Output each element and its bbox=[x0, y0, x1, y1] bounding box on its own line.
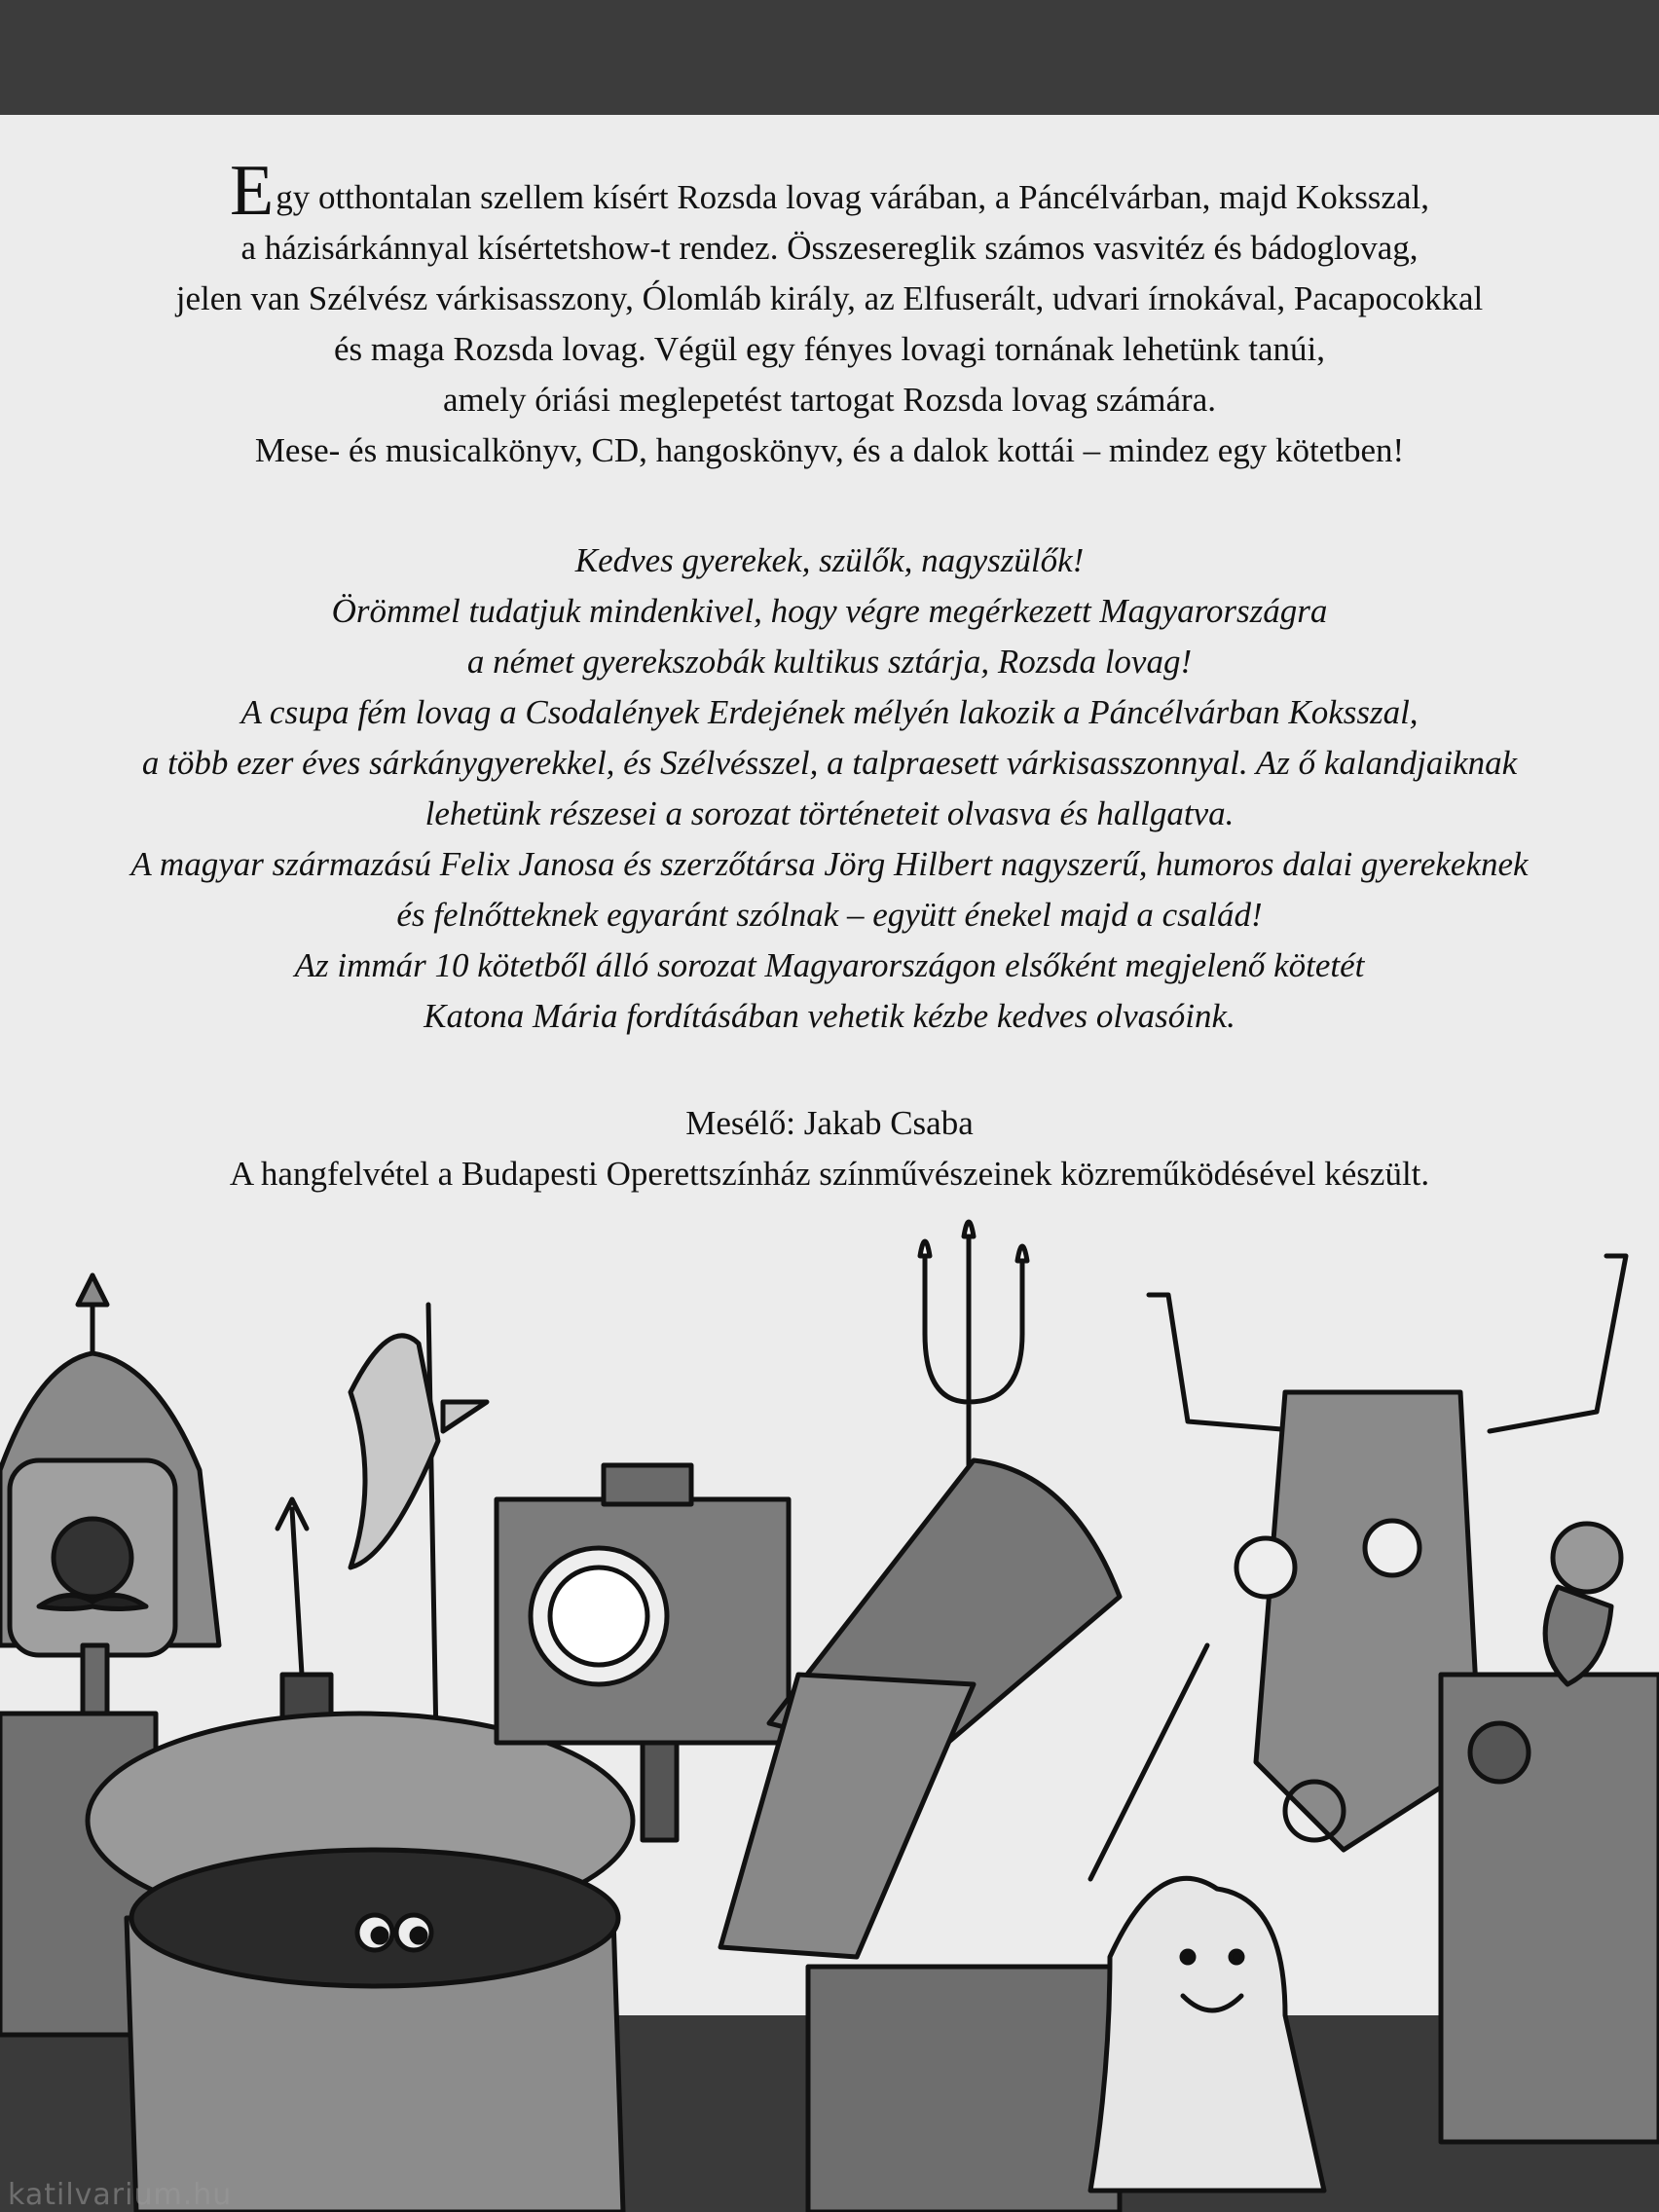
blurb-line-4: és maga Rozsda lovag. Végül egy fényes lovagi tornának lehetünk tanúi, bbox=[334, 330, 1325, 368]
letter-line-4: A csupa fém lovag a Csodalények Erdejének mélyén lakozik a Páncélvárban Koksszal, bbox=[240, 693, 1419, 731]
letter-line-7: A magyar származású Felix Janosa és szerzőtársa Jörg Hilbert nagyszerű, humoros dalai gyerekeknek bbox=[130, 845, 1529, 883]
narrator-credit: Mesélő: Jakab Csaba bbox=[685, 1104, 974, 1142]
top-dark-band bbox=[0, 0, 1659, 115]
drop-cap: E bbox=[230, 151, 275, 231]
blurb-line-5: amely óriási meglepetést tartogat Rozsda lovag számára. bbox=[442, 381, 1216, 419]
letter-line-8: és felnőtteknek egyaránt szólnak – együtt énekel majd a család! bbox=[396, 896, 1263, 934]
letter-line-9: Az immár 10 kötetből álló sorozat Magyarországon elsőként megjelenő kötetét bbox=[294, 946, 1365, 984]
blurb-line-3: jelen van Szélvész várkisasszony, Ólomláb király, az Elfuserált, udvari írnokával, Pacapocokkal bbox=[175, 279, 1484, 317]
letter-line-3: a német gyerekszobák kultikus sztárja, Rozsda lovag! bbox=[466, 643, 1193, 681]
blurb-line-1-text: gy otthontalan szellem kísért Rozsda lovag várában, a Páncélvárban, majd Koksszal, bbox=[276, 178, 1429, 216]
blurb-line-6: Mese- és musicalkönyv, CD, hangoskönyv, és a dalok kottái – mindez egy kötetben! bbox=[254, 431, 1405, 469]
letter-line-5: a több ezer éves sárkánygyerekkel, és Szélvésszel, a talpraesett várkisasszonnyal. Az ő kalandjaiknak bbox=[141, 744, 1518, 782]
letter-line-1: Kedves gyerekek, szülők, nagyszülők! bbox=[574, 541, 1085, 579]
recording-credit: A hangfelvétel a Budapesti Operettszínház színművészeinek közreműködésével készült. bbox=[229, 1155, 1430, 1193]
letter-line-6: lehetünk részesei a sorozat történeteit olvasva és hallgatva. bbox=[424, 794, 1235, 832]
parrot bbox=[1545, 1524, 1621, 1684]
letter-line-2: Örömmel tudatjuk mindenkivel, hogy végre megérkezett Magyarországra bbox=[331, 592, 1328, 630]
watermark: katilvarium.hu bbox=[8, 2178, 233, 2212]
blurb-paragraph bbox=[0, 151, 1659, 476]
blurb-line-1 bbox=[0, 151, 1659, 231]
letter-line-10: Katona Mária fordításában vehetik kézbe kedves olvasóink. bbox=[424, 997, 1235, 1035]
letter-paragraph bbox=[0, 535, 1659, 1042]
credits bbox=[0, 1098, 1659, 1199]
knights-illustration bbox=[0, 1217, 1659, 2212]
blurb-line-2: a házisárkánnyal kísértetshow-t rendez. Összesereglik számos vasvitéz és bádoglovag, bbox=[240, 229, 1419, 267]
